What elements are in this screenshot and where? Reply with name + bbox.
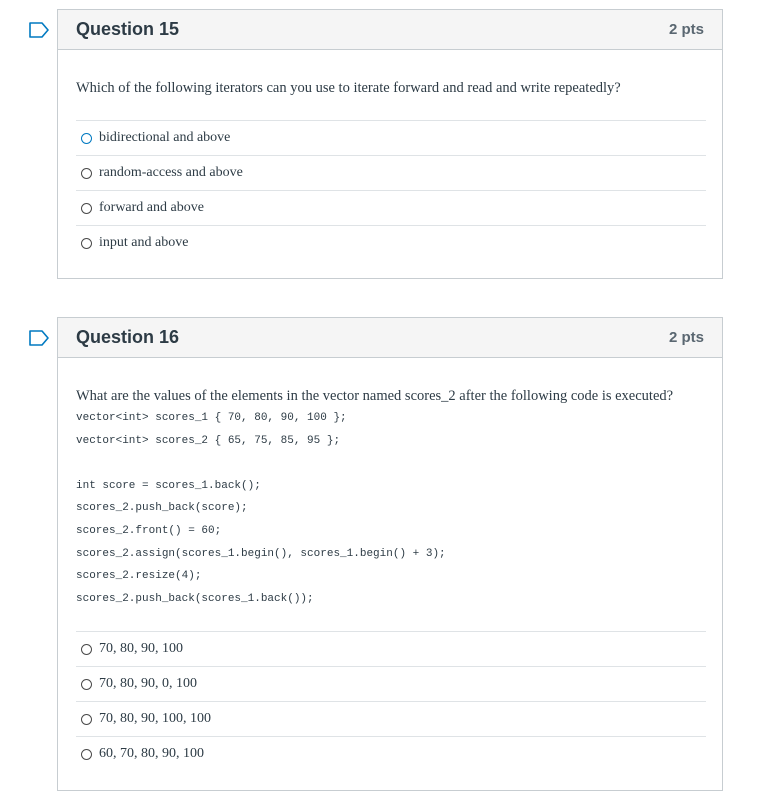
radio-button[interactable] (81, 714, 92, 725)
answer-option[interactable] (76, 190, 706, 225)
code-line: scores_2.front() = 60; (76, 524, 222, 537)
question-prompt: What are the values of the elements in the vector named scores_2 after the following code is executed? (76, 388, 674, 404)
question-16-card (57, 317, 723, 791)
answer-list (76, 631, 706, 771)
radio-button[interactable] (81, 168, 92, 179)
question-points: 2 pts (668, 21, 704, 38)
question-prompt: Which of the following iterators can you use to iterate forward and read and write repeatedly? (76, 80, 621, 96)
code-line (76, 452, 446, 475)
code-line: scores_2.push_back(scores_1.back()); (76, 592, 314, 605)
answer-label[interactable]: 70, 80, 90, 100, 100 (99, 711, 211, 726)
question-16-header (58, 318, 722, 358)
flag-question-icon[interactable] (28, 329, 50, 347)
answer-option[interactable] (76, 120, 706, 155)
answer-label[interactable]: 70, 80, 90, 0, 100 (99, 676, 197, 691)
flag-question-icon[interactable] (28, 21, 50, 39)
question-15-card (57, 9, 723, 279)
answer-label[interactable]: random-access and above (99, 165, 243, 180)
code-line: scores_2.assign(scores_1.begin(), scores_1.begin() + 3); (76, 547, 446, 560)
code-line: scores_2.resize(4); (76, 570, 202, 583)
code-line: scores_2.push_back(score); (76, 502, 248, 515)
answer-label[interactable]: 70, 80, 90, 100 (99, 641, 183, 656)
code-line: vector<int> scores_2 { 65, 75, 85, 95 }; (76, 434, 341, 447)
radio-button[interactable] (81, 238, 92, 249)
answer-option[interactable] (76, 155, 706, 190)
answer-option[interactable] (76, 225, 706, 260)
radio-button[interactable] (81, 203, 92, 214)
radio-button[interactable] (81, 749, 92, 760)
answer-label[interactable]: 60, 70, 80, 90, 100 (99, 746, 204, 761)
radio-button[interactable] (81, 679, 92, 690)
code-block (76, 407, 446, 610)
question-points: 2 pts (668, 329, 704, 346)
code-line: int score = scores_1.back(); (76, 479, 261, 492)
code-line: vector<int> scores_1 { 70, 80, 90, 100 }; (76, 412, 347, 424)
radio-button[interactable] (81, 133, 92, 144)
answer-list (76, 120, 706, 260)
answer-option[interactable] (76, 631, 706, 666)
answer-option[interactable] (76, 666, 706, 701)
answer-label[interactable]: bidirectional and above (99, 130, 231, 145)
answer-option[interactable] (76, 701, 706, 736)
question-title: Question 16 (76, 327, 180, 347)
radio-button[interactable] (81, 644, 92, 655)
question-title: Question 15 (76, 19, 180, 39)
answer-label[interactable]: input and above (99, 235, 189, 250)
answer-label[interactable]: forward and above (99, 200, 204, 215)
answer-option[interactable] (76, 736, 706, 771)
question-15-header (58, 10, 722, 50)
